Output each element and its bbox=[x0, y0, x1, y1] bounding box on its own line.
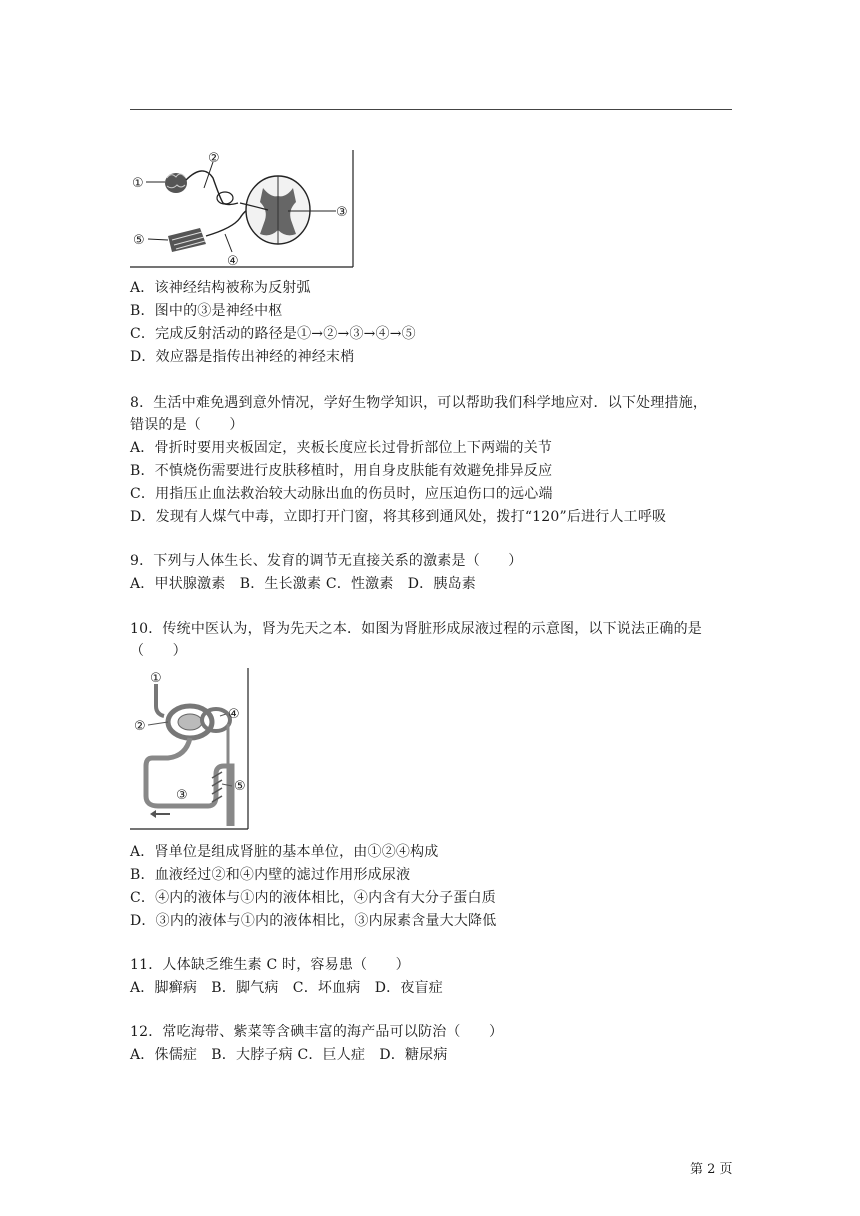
q11-options: A．脚癣病 B．脚气病 C．坏血病 D．夜盲症 bbox=[130, 980, 443, 996]
label-1: ① bbox=[132, 176, 144, 191]
q7-option-a: A．该神经结构被称为反射弧 bbox=[130, 280, 311, 296]
page-number: 第 2 页 bbox=[690, 1162, 733, 1177]
q7-option-c: C．完成反射活动的路径是①→②→③→④→⑤ bbox=[130, 326, 416, 342]
q8-stem-line2: 错误的是（ ） bbox=[130, 417, 244, 433]
label-4: ④ bbox=[227, 254, 239, 269]
nephron-label-2: ② bbox=[134, 719, 146, 734]
nephron-label-4: ④ bbox=[228, 707, 240, 722]
nephron-label-3: ③ bbox=[176, 788, 188, 803]
nephron-label-1: ① bbox=[150, 671, 162, 686]
q12-options: A．侏儒症 B．大脖子病 C．巨人症 D．糖尿病 bbox=[130, 1047, 448, 1063]
label-5: ⑤ bbox=[133, 233, 145, 248]
q9-stem: 9．下列与人体生长、发育的调节无直接关系的激素是（ ） bbox=[130, 553, 523, 569]
q8-option-a: A．骨折时要用夹板固定，夹板长度应长过骨折部位上下两端的关节 bbox=[130, 440, 553, 456]
q7-option-b: B．图中的③是神经中枢 bbox=[130, 303, 283, 319]
q10-stem-line1: 10．传统中医认为，肾为先天之本．如图为肾脏形成尿液过程的示意图，以下说法正确的是 bbox=[130, 621, 703, 637]
spinal-cord-shape bbox=[240, 176, 310, 244]
q8-stem-line1: 8．生活中难免遇到意外情况，学好生物学知识，可以帮助我们科学地应对．以下处理措施， bbox=[130, 395, 708, 411]
q11-stem: 11．人体缺乏维生素 C 时，容易患（ ） bbox=[130, 957, 410, 973]
q10-stem-line2: （ ） bbox=[130, 643, 187, 659]
label-2: ② bbox=[208, 151, 220, 166]
q8-option-d: D．发现有人煤气中毒，立即打开门窗，将其移到通风处，拨打“120”后进行人工呼吸 bbox=[130, 509, 667, 525]
q10-option-c: C．④内的液体与①内的液体相比，④内含有大分子蛋白质 bbox=[130, 890, 496, 906]
nephron-label-5: ⑤ bbox=[234, 779, 246, 794]
q12-stem: 12．常吃海带、紫菜等含碘丰富的海产品可以防治（ ） bbox=[130, 1024, 504, 1040]
q9-options: A．甲状腺激素 B．生长激素 C．性激素 D．胰岛素 bbox=[130, 576, 476, 592]
q7-option-d: D．效应器是指传出神经的神经末梢 bbox=[130, 349, 355, 365]
receptor-shape bbox=[165, 173, 187, 193]
reflex-arc-figure bbox=[128, 148, 356, 270]
q10-option-a: A．肾单位是组成肾脏的基本单位，由①②④构成 bbox=[130, 844, 439, 860]
header-rule bbox=[130, 109, 732, 110]
q10-option-b: B．血液经过②和④内壁的滤过作用形成尿液 bbox=[130, 867, 411, 883]
q8-option-b: B．不慎烧伤需要进行皮肤移植时，用自身皮肤能有效避免排异反应 bbox=[130, 463, 553, 479]
q8-option-c: C．用指压止血法救治较大动脉出血的伤员时，应压迫伤口的远心端 bbox=[130, 486, 553, 502]
label-3: ③ bbox=[336, 205, 348, 220]
q10-option-d: D．③内的液体与①内的液体相比，③内尿素含量大大降低 bbox=[130, 913, 497, 929]
effector-shape bbox=[168, 228, 206, 252]
nephron-figure bbox=[128, 666, 252, 832]
